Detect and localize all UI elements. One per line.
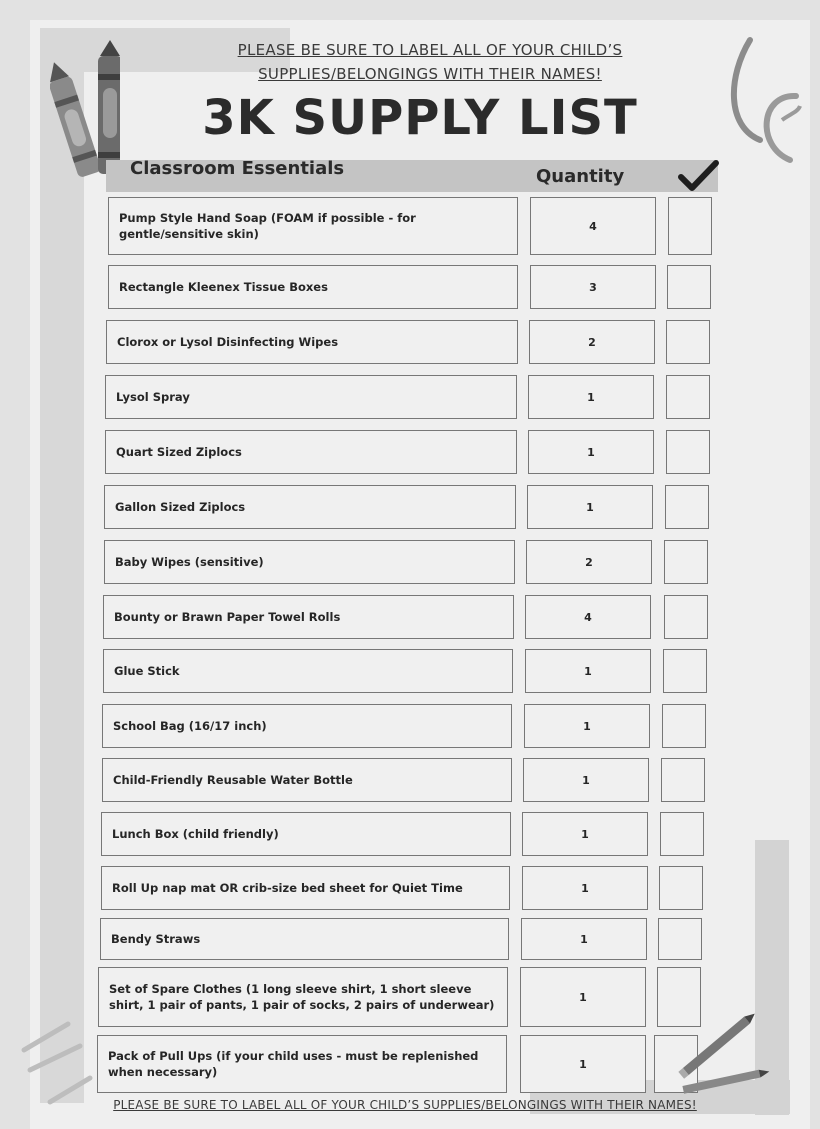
supply-item-name: Lysol Spray — [105, 375, 517, 419]
checkbox[interactable] — [668, 197, 712, 255]
supply-quantity: 1 — [520, 967, 646, 1027]
supply-item-name: Bounty or Brawn Paper Towel Rolls — [103, 595, 514, 639]
table-row — [0, 375, 820, 419]
checkbox[interactable] — [661, 758, 705, 802]
supply-item-name: Bendy Straws — [100, 918, 509, 960]
checkmark-icon — [676, 160, 720, 192]
page-title: 3K SUPPLY LIST — [202, 90, 638, 146]
label-notice-bottom: PLEASE BE SURE TO LABEL ALL OF YOUR CHILD’S SUPPLIES/BELONGINGS WITH THEIR NAMES! — [113, 1098, 697, 1112]
checkbox[interactable] — [666, 320, 710, 364]
scribble-icon — [20, 1010, 100, 1110]
table-row — [0, 320, 820, 364]
table-row — [0, 265, 820, 309]
supply-quantity: 1 — [524, 704, 650, 748]
supply-item-name: Gallon Sized Ziplocs — [104, 485, 516, 529]
supply-item-name: Child-Friendly Reusable Water Bottle — [102, 758, 512, 802]
supply-item-name: School Bag (16/17 inch) — [102, 704, 512, 748]
checkbox[interactable] — [662, 704, 706, 748]
supply-item-name: Glue Stick — [103, 649, 513, 693]
checkbox[interactable] — [667, 265, 711, 309]
supply-item-name: Pump Style Hand Soap (FOAM if possible - for gentle/sensitive skin) — [108, 197, 518, 255]
supply-quantity: 1 — [521, 918, 647, 960]
notice-line-1: PLEASE BE SURE TO LABEL ALL OF YOUR CHILD’S — [237, 41, 623, 59]
supply-quantity: 4 — [525, 595, 651, 639]
checkbox[interactable] — [658, 918, 702, 960]
supply-quantity: 1 — [528, 375, 654, 419]
table-row — [0, 704, 820, 748]
supply-item-name: Clorox or Lysol Disinfecting Wipes — [106, 320, 518, 364]
supply-item-name: Baby Wipes (sensitive) — [104, 540, 515, 584]
supply-quantity: 1 — [523, 758, 649, 802]
table-row — [0, 812, 820, 856]
checkbox[interactable] — [666, 375, 710, 419]
supply-quantity: 1 — [525, 649, 651, 693]
checkbox[interactable] — [663, 649, 707, 693]
column-header-items: Classroom Essentials — [130, 158, 345, 179]
table-row — [0, 649, 820, 693]
table-row — [0, 540, 820, 584]
supply-item-name: Set of Spare Clothes (1 long sleeve shirt, 1 short sleeve shirt, 1 pair of pants, 1 pair of socks, 2 pairs of underwear) — [98, 967, 508, 1027]
table-row — [0, 758, 820, 802]
checkbox[interactable] — [664, 595, 708, 639]
supply-item-name: Quart Sized Ziplocs — [105, 430, 517, 474]
checkbox[interactable] — [660, 812, 704, 856]
supply-quantity: 1 — [522, 812, 648, 856]
checkbox[interactable] — [665, 485, 709, 529]
supply-item-name: Rectangle Kleenex Tissue Boxes — [108, 265, 518, 309]
supply-quantity: 2 — [526, 540, 652, 584]
table-row — [0, 197, 820, 255]
table-row — [0, 866, 820, 910]
label-notice-top — [180, 38, 680, 86]
decorative-swirl-icon — [720, 36, 810, 186]
supply-quantity: 4 — [530, 197, 656, 255]
supply-quantity: 2 — [529, 320, 655, 364]
supply-item-name: Roll Up nap mat OR crib-size bed sheet for Quiet Time — [101, 866, 510, 910]
supply-item-name: Lunch Box (child friendly) — [101, 812, 511, 856]
supply-quantity: 1 — [527, 485, 653, 529]
table-row — [0, 430, 820, 474]
supply-quantity: 1 — [528, 430, 654, 474]
supply-item-name: Pack of Pull Ups (if your child uses - must be replenished when necessary) — [97, 1035, 507, 1093]
column-header-quantity: Quantity — [536, 166, 625, 187]
notice-line-2: SUPPLIES/BELONGINGS WITH THEIR NAMES! — [258, 65, 602, 83]
table-row — [0, 485, 820, 529]
table-row — [0, 595, 820, 639]
checkbox[interactable] — [659, 866, 703, 910]
supply-quantity: 3 — [530, 265, 656, 309]
checkbox[interactable] — [664, 540, 708, 584]
pencils-icon — [670, 1000, 770, 1100]
checkbox[interactable] — [666, 430, 710, 474]
supply-quantity: 1 — [520, 1035, 646, 1093]
table-row — [0, 918, 820, 960]
supply-quantity: 1 — [522, 866, 648, 910]
